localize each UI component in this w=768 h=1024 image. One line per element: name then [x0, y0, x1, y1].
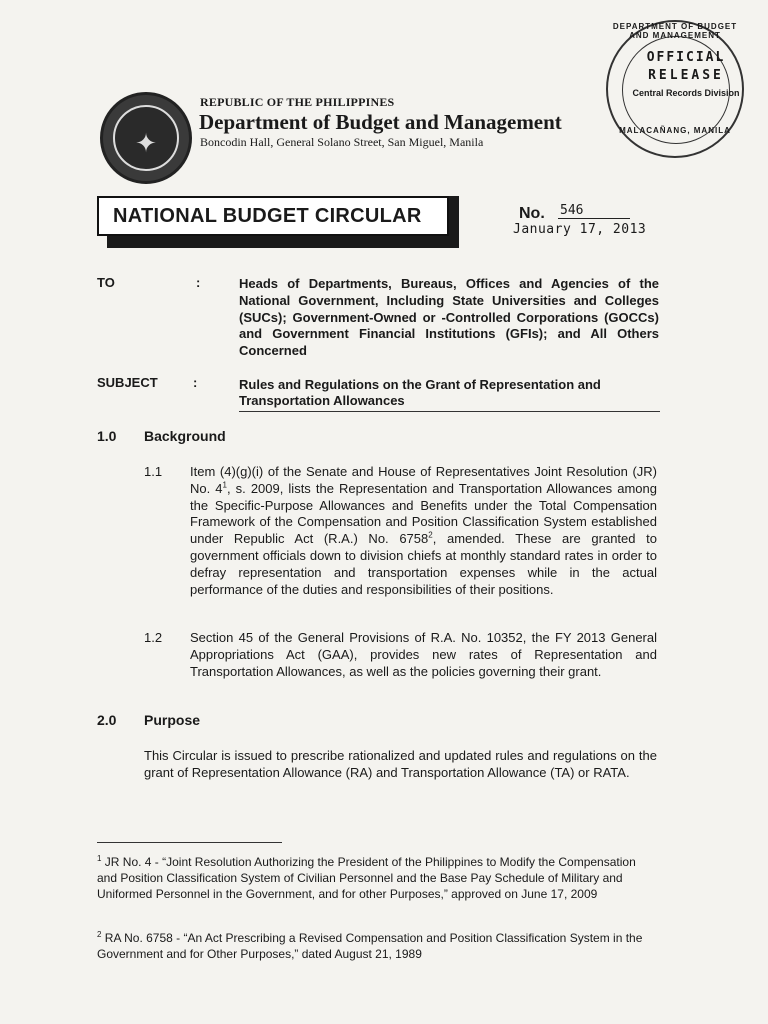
para-1-1	[190, 464, 657, 598]
stamp-official: OFFICIAL	[646, 50, 726, 65]
subject-colon: :	[193, 375, 198, 390]
footnote-2	[97, 931, 657, 963]
subject-label: SUBJECT	[97, 375, 158, 390]
footnote-ref-1: 1	[222, 480, 227, 490]
stamp-division: Central Records Division	[632, 88, 740, 98]
footnote-ref-2: 2	[428, 530, 433, 540]
para-2-0: This Circular is issued to prescribe rationalized and updated rules and regulations on the grant of Representation Allowance (RA) and Transportation Allowance (TA) or RATA.	[144, 748, 657, 780]
to-label: TO	[97, 275, 115, 290]
addressees: Heads of Departments, Bureaus, Offices and Agencies of the National Government, Including State Universities and Colleges (SUCs); Government-Owned or -Controlled Corporations (GOCCs) and Government Financial Institutions (GFIs); and All Others Concerned	[239, 276, 659, 359]
department-address: Boncodin Hall, General Solano Street, San Miguel, Manila	[200, 135, 484, 149]
subject-text: Rules and Regulations on the Grant of Representation and Transportation Allowances	[239, 377, 601, 408]
section-1-number: 1.0	[97, 428, 117, 444]
circular-title: NATIONAL BUDGET CIRCULAR	[113, 204, 422, 227]
footnote-2-text: RA No. 6758 - “An Act Prescribing a Revised Compensation and Position Classification System in the Government and for Other Purposes,” dated August 21, 1989	[97, 931, 643, 961]
seal-inner-ring	[113, 105, 179, 171]
stamp-release: RELEASE	[648, 68, 724, 83]
to-colon: :	[196, 275, 201, 290]
circular-number: 546	[558, 203, 630, 219]
department-name: Department of Budget and Management	[199, 110, 562, 134]
para-1-1-part-c: , amended. These are granted to government officials down to division chiefs at monthly standard rates in order to defray representation and transportation expenses while in the actual performance of the duties and responsibilities of their positions.	[190, 531, 658, 597]
seal-star-icon: ✦	[135, 129, 157, 159]
footnote-2-marker: 2	[97, 930, 102, 939]
para-1-1-part-a: Item (4)(g)(i) of the Senate and House of Representatives Joint Resolution (JR) No. 4	[190, 464, 657, 496]
circular-date: January 17, 2013	[513, 222, 647, 237]
para-1-1-part-b: , s. 2009, lists the Representation and Transportation Allowances among the Specific-Purpose Allowances and Benefits under the Total Compensation Framework of the Compensation and Position Classification System established under Republic Act (R.A.) No. 6758	[190, 480, 657, 547]
footnote-divider	[97, 842, 282, 843]
dbm-seal-logo	[100, 92, 192, 184]
circular-title-box	[97, 196, 449, 236]
subject-divider	[239, 411, 660, 412]
para-1-1-number: 1.1	[144, 464, 163, 479]
section-2-number: 2.0	[97, 712, 117, 728]
republic-heading: REPUBLIC OF THE PHILIPPINES	[200, 95, 395, 109]
para-1-2-number: 1.2	[144, 630, 163, 645]
section-1-title: Background	[144, 428, 226, 444]
stamp-bottom-text: MALACAÑANG, MANILA	[619, 126, 731, 135]
para-1-2: Section 45 of the General Provisions of R.A. No. 10352, the FY 2013 General Appropriations Act (GAA), provides new rates of Representation and Transportation Allowances, as well as the policies governing their grant.	[190, 630, 657, 679]
section-2-title: Purpose	[144, 712, 201, 728]
title-box-shadow-bottom	[107, 236, 459, 248]
stamp-top-text: DEPARTMENT OF BUDGET AND MANAGEMENT	[612, 22, 738, 40]
footnote-1	[97, 855, 657, 902]
footnote-1-marker: 1	[97, 854, 102, 863]
circular-number-label: No.	[519, 205, 545, 222]
footnote-1-text: JR No. 4 - “Joint Resolution Authorizing the President of the Philippines to Modify the Compensation and Position Classification System of Civilian Personnel and the Base Pay Schedule of Military and Uniformed Personnel in the Government, and for other Purposes,” approved on June 17, 2009	[97, 855, 636, 901]
